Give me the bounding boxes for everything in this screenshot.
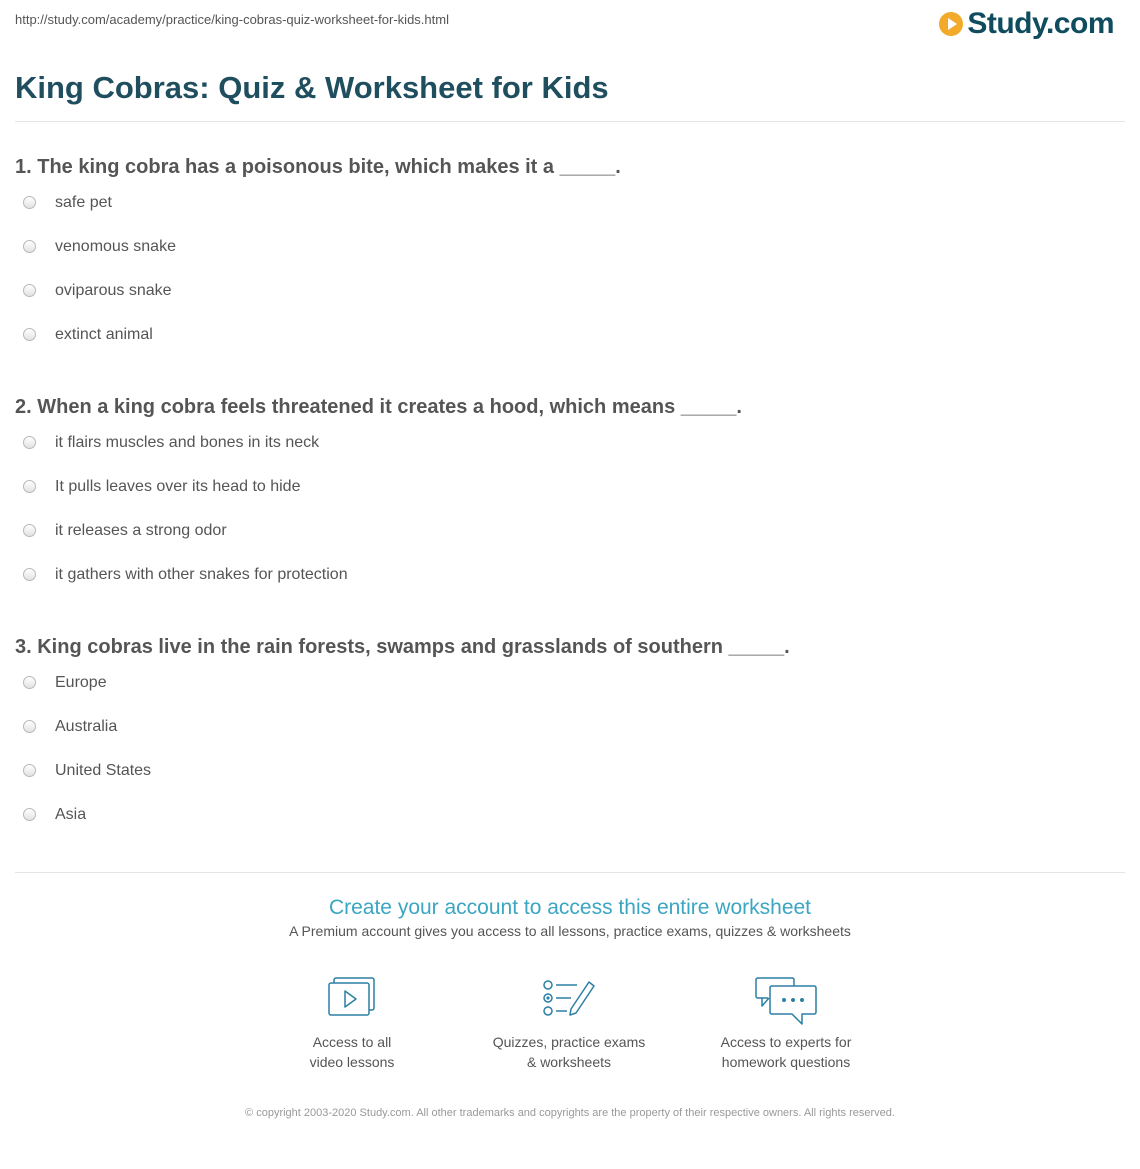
- radio-button[interactable]: [23, 568, 36, 581]
- feature-experts: [686, 976, 886, 1072]
- choice-label: venomous snake: [55, 238, 176, 255]
- answer-choice[interactable]: [15, 326, 1125, 370]
- answer-choice[interactable]: [15, 238, 1125, 282]
- choice-label: it flairs muscles and bones in its neck: [55, 434, 320, 451]
- answer-choice[interactable]: [15, 282, 1125, 326]
- choice-label: Australia: [55, 718, 118, 735]
- answer-choice[interactable]: [15, 762, 1125, 806]
- radio-button[interactable]: [23, 284, 36, 297]
- feature-label-line: homework questions: [721, 1054, 851, 1070]
- radio-button[interactable]: [23, 764, 36, 777]
- video-lessons-icon: [326, 976, 378, 1020]
- copyright-footer: © copyright 2003-2020 Study.com. All other trademarks and copyrights are the property of their respective owners. All rights reserved.: [245, 1107, 895, 1119]
- answer-choice[interactable]: [15, 522, 1125, 566]
- choice-label: extinct animal: [55, 326, 153, 343]
- feature-label-line: & worksheets: [526, 1054, 612, 1070]
- cta-subheading: A Premium account gives you access to all lessons, practice exams, quizzes & worksheets: [289, 923, 851, 939]
- question-3: [15, 632, 1125, 850]
- radio-button[interactable]: [23, 480, 36, 493]
- feature-label: [252, 1032, 452, 1072]
- feature-quizzes: [469, 976, 669, 1072]
- choice-label: It pulls leaves over its head to hide: [55, 478, 301, 495]
- feature-label-line: Access to all: [312, 1034, 392, 1050]
- radio-button[interactable]: [23, 720, 36, 733]
- answer-choice[interactable]: [15, 478, 1125, 522]
- choice-label: it gathers with other snakes for protection: [55, 566, 348, 583]
- answer-choice[interactable]: [15, 434, 1125, 478]
- signup-cta: [0, 895, 1140, 939]
- answer-choice[interactable]: [15, 718, 1125, 762]
- feature-label-line: Access to experts for: [720, 1034, 852, 1050]
- quiz-checklist-icon: [541, 976, 597, 1020]
- choice-label: safe pet: [55, 194, 112, 211]
- chat-experts-icon: [754, 976, 818, 1028]
- radio-button[interactable]: [23, 196, 36, 209]
- radio-button[interactable]: [23, 240, 36, 253]
- answer-choices: [15, 674, 1125, 850]
- cta-heading-link[interactable]: Create your account to access this entire worksheet: [328, 896, 812, 919]
- question-text: 1. The king cobra has a poisonous bite, which makes it a _____.: [15, 156, 621, 178]
- feature-label-line: Quizzes, practice exams: [492, 1034, 646, 1050]
- title-divider: [15, 121, 1125, 122]
- question-text: 2. When a king cobra feels threatened it creates a hood, which means _____.: [15, 396, 742, 418]
- feature-label: [469, 1032, 669, 1072]
- radio-button[interactable]: [23, 676, 36, 689]
- answer-choices: [15, 194, 1125, 370]
- premium-features: [0, 976, 1140, 1086]
- answer-choice[interactable]: [15, 194, 1125, 238]
- answer-choice[interactable]: [15, 566, 1125, 610]
- question-1: [15, 152, 1125, 370]
- answer-choice[interactable]: [15, 806, 1125, 850]
- feature-label: [686, 1032, 886, 1072]
- page-title: King Cobras: Quiz & Worksheet for Kids: [15, 70, 609, 105]
- feature-video-lessons: [252, 976, 452, 1072]
- answer-choice[interactable]: [15, 674, 1125, 718]
- section-divider: [15, 872, 1125, 873]
- choice-label: Asia: [55, 806, 87, 823]
- choice-label: United States: [55, 762, 152, 779]
- choice-label: Europe: [55, 674, 107, 691]
- question-text: 3. King cobras live in the rain forests, swamps and grasslands of southern _____.: [15, 636, 790, 658]
- radio-button[interactable]: [23, 808, 36, 821]
- question-2: [15, 392, 1125, 610]
- feature-label-line: video lessons: [309, 1054, 395, 1070]
- answer-choices: [15, 434, 1125, 610]
- radio-button[interactable]: [23, 328, 36, 341]
- radio-button[interactable]: [23, 524, 36, 537]
- radio-button[interactable]: [23, 436, 36, 449]
- study-logo[interactable]: [939, 8, 1114, 40]
- choice-label: oviparous snake: [55, 282, 172, 299]
- choice-label: it releases a strong odor: [55, 522, 227, 539]
- play-logo-icon: [939, 12, 963, 36]
- logo-text: Study.com: [967, 7, 1114, 40]
- page-url: http://study.com/academy/practice/king-cobras-quiz-worksheet-for-kids.html: [15, 12, 449, 27]
